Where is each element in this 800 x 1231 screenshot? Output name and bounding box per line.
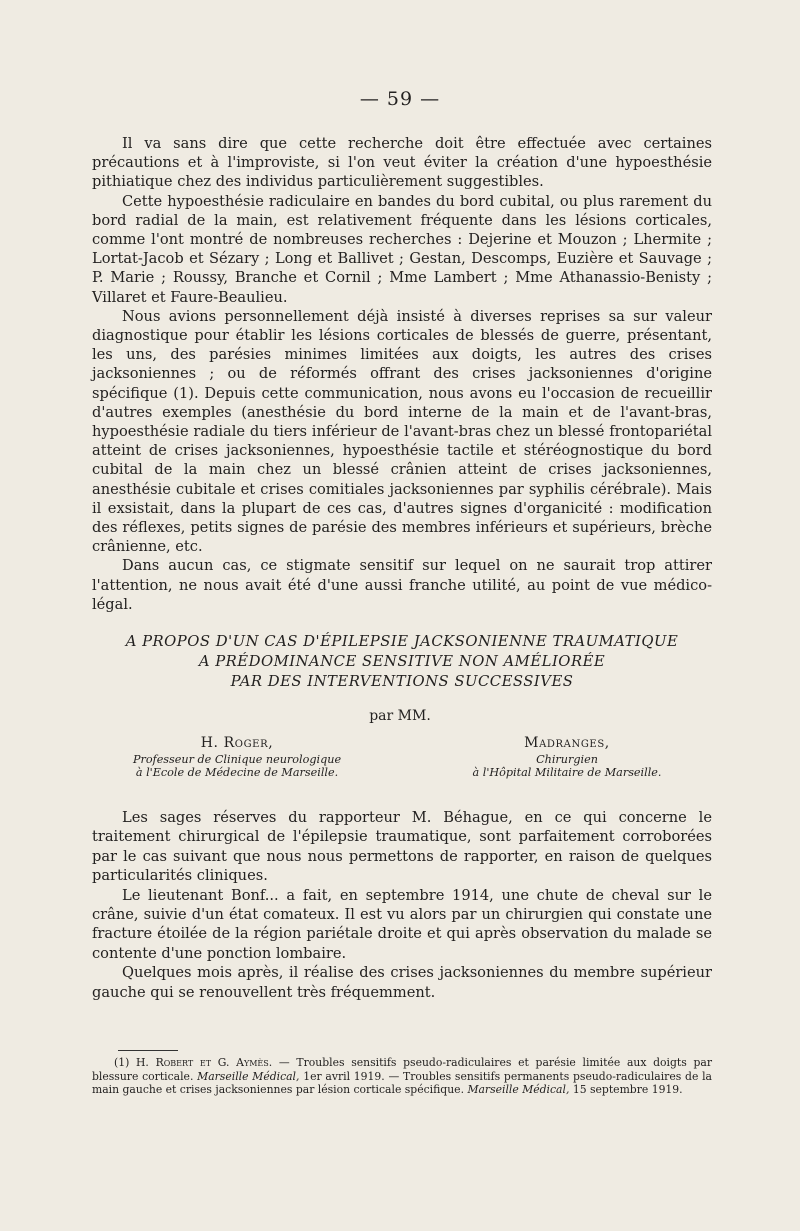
footnote-text [92, 1056, 712, 1097]
footnote-segment: — Troubles sensitifs pseudo-radiculaires et parésie limitée aux doigts par blessure corticale. [92, 1056, 712, 1083]
author-role: Chirurgien [536, 753, 598, 766]
paragraph: Quelques mois après, il réalise des crises jacksoniennes du membre supérieur gauche qui se renouvellent très fréquemment. [92, 964, 712, 1001]
author-role: à l'Ecole de Médecine de Marseille. [135, 766, 339, 779]
footnote [92, 1056, 712, 1097]
footnote-journal: Marseille Médical, [197, 1069, 300, 1083]
paragraph: Cette hypoesthésie radiculaire en bandes du bord cubital, ou plus rarement du bord radial de la main, est relativement fréquente dans les lésions corticales, comme l'ont montré de nombreuses recherches : Dejerine et Mouzon ; Lhermite ; Lortat-Jacob et Sézary ; Long et Ballivet ; Gestan, Descomps, Euzière et Sauvage ; P. Marie ; Roussy, Branche et Cornil ; Mme Lambert ; Mme Athanassio-Benisty ; Villaret et Faure-Beaulieu. [92, 192, 712, 306]
paragraph: Il va sans dire que cette recherche doit être effectuée avec certaines précautions et à l'improviste, si l'on veut éviter la création d'une hypoesthésie pithiatique chez des individus particulièrement suggestibles. [92, 135, 712, 191]
footnote-divider [118, 1050, 178, 1051]
paragraph: Nous avions personnellement déjà insisté à diverses reprises sa sur valeur diagnostique pour établir les lésions corticales de blessés de guerre, présentant, les uns, des parésies minimes limitées aux doigts, les autres des crises jacksoniennes ; ou de réformés offrant des crises jacksoniennes d'origine spécifique (1). Depuis cette communication, nous avons eu l'occasion de recueillir d'autres exemples (anesthésie du bord interne de la main et de l'avant-bras, hypoesthésie radiale du tiers inférieur de l'avant-bras chez un blessé frontopariétal atteint de crises jacksoniennes, hypoesthésie tactile et stéréognostique du bord cubital de la main chez un blessé crânien atteint de crises jacksoniennes, anesthésie cubitale et crises comitiales jacksoniennes par syphilis cérébrale). Mais il exsistait, dans la plupart de ces cas, d'autres signes d'organicité : modification des réflexes, petits signes de parésie des membres inférieurs et supérieurs, brèche crânienne, etc. [92, 307, 712, 556]
footnote-authors: H. Robert et G. Aymès. [136, 1056, 273, 1069]
author-name: Madranges, [524, 735, 610, 751]
paragraph: Les sages réserves du rapporteur M. Béhague, en ce qui concerne le traitement chirurgical de l'épilepsie traumatique, sont parfaitement corroborées par le cas suivant que nous nous permettons de rapporter, en raison de quelques particularités cliniques. [92, 809, 712, 885]
author-role: Professeur de Clinique neurologique [132, 753, 342, 766]
author-role: à l'Hôpital Militaire de Marseille. [472, 766, 662, 779]
paragraph: Dans aucun cas, ce stigmate sensitif sur lequel on ne saurait trop attirer l'attention, ne nous avait été d'une aussi franche utilité, au point de vue médico-légal. [92, 557, 712, 613]
title-line: PAR DES INTERVENTIONS SUCCESSIVES [230, 673, 574, 690]
footnote-marker: (1) [114, 1056, 130, 1069]
footnote-segment: 1er avril 1919. — Troubles sensitifs permanents pseudo-radiculaires de la main gauche et crises jacksoniennes par lésion corticale spécifique. [92, 1069, 712, 1097]
footnote-segment: 15 septembre 1919. [569, 1083, 683, 1097]
title-line: A PRÉDOMINANCE SENSITIVE NON AMÉLIORÉE [198, 653, 606, 670]
section-body [92, 134, 712, 614]
paragraph: Le lieutenant Bonf... a fait, en septembre 1914, une chute de cheval sur le crâne, suivie d'un état comateux. Il est vu alors par un chirurgien qui constate une fracture étoilée de la région pariétale droite et qui après observation du malade se contente d'une ponction lombaire. [92, 886, 712, 962]
article-body [92, 808, 712, 1002]
author-name: H. Roger, [200, 735, 274, 751]
title-line: A PROPOS D'UN CAS D'ÉPILEPSIE JACKSONIENNE TRAUMATIQUE [125, 633, 679, 650]
author-madranges [422, 733, 712, 779]
page-number: — 59 — [359, 88, 441, 110]
byline-par: par MM. [369, 708, 431, 724]
footnote-journal: Marseille Médical, [467, 1083, 570, 1097]
author-roger [92, 733, 382, 779]
author-block [92, 733, 712, 793]
article-title [92, 632, 712, 692]
